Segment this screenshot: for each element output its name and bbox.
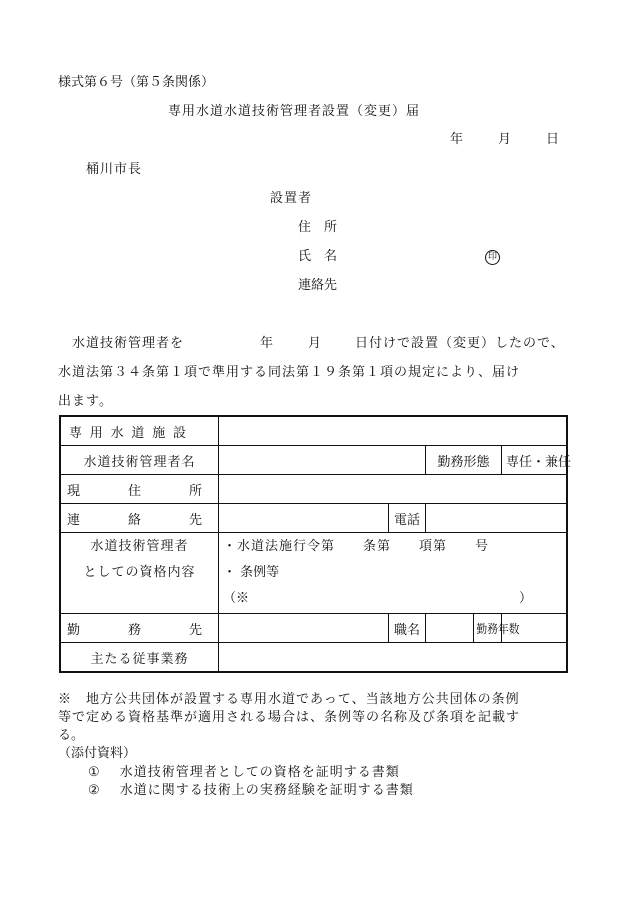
note-line2: 等で定める資格基準が適用される場合は、条例等の名称及び条項を記載す [58, 710, 521, 725]
installer-contact-label: 連絡先 [298, 278, 338, 293]
body-line3: 出ます。 [58, 394, 113, 409]
installer-address-label: 住 所 [298, 220, 338, 235]
installer-label: 設置者 [270, 191, 313, 206]
main-duties-value-cell[interactable] [219, 643, 567, 672]
phone-value-cell[interactable] [426, 504, 567, 533]
attachment-number: ① [88, 765, 100, 780]
note-line1: ※ 地方公共団体が設置する専用水道であって、当該地方公共団体の条例 [58, 692, 520, 707]
seal-icon: 印 [485, 250, 500, 265]
body-line1-a: 水道技術管理者を [72, 336, 185, 351]
contact-value-cell[interactable] [219, 504, 389, 533]
position-label: 職名 [389, 614, 426, 643]
phone-label: 電話 [389, 504, 426, 533]
date-month: 月 [498, 132, 512, 147]
table-row [61, 417, 567, 446]
address-value-cell[interactable] [219, 475, 567, 504]
page-title: 専用水道水道技術管理者設置（変更）届 [168, 104, 421, 119]
attachments-heading: （添付資料） [58, 746, 137, 761]
attachment-text: 水道に関する技術上の実務経験を証明する書類 [119, 783, 414, 798]
attachment-number: ② [88, 783, 100, 798]
years-label: 勤務年数 [474, 614, 502, 643]
work-form-label: 勤務形態 [426, 446, 502, 475]
table-row [61, 446, 567, 475]
note-line3: る。 [58, 728, 85, 743]
manager-name-value-cell[interactable] [219, 446, 426, 475]
form-table [60, 416, 572, 672]
date-day: 日 [546, 132, 560, 147]
attachment-item [88, 784, 414, 797]
addressee: 桶川市長 [86, 162, 143, 177]
table-row [61, 614, 567, 643]
workplace-label: 勤 務 先 [61, 614, 219, 643]
body-line1-b: 日付けで設置（変更）したので、 [355, 336, 565, 351]
facility-value-cell[interactable] [219, 417, 567, 446]
date-year: 年 [450, 132, 464, 147]
work-form-value[interactable]: 専任・兼任 [502, 446, 567, 475]
body-line2: 水道法第３４条第１項で準用する同法第１９条第１項の規定により、届け [58, 365, 521, 380]
facility-label: 専用水道施設 [61, 417, 219, 446]
attachment-text: 水道技術管理者としての資格を証明する書類 [119, 765, 400, 780]
body-line1-month: 月 [308, 336, 322, 351]
table-row [61, 643, 567, 672]
attachment-item [88, 766, 400, 779]
position-value-cell[interactable] [426, 614, 474, 643]
seal-mark [485, 249, 500, 265]
table-row [61, 475, 567, 504]
main-duties-label: 主たる従事業務 [61, 643, 219, 672]
address-label: 現 住 所 [61, 475, 219, 504]
table-row [61, 533, 567, 614]
form-number: 様式第６号（第５条関係） [58, 75, 215, 90]
workplace-value-cell[interactable] [219, 614, 389, 643]
table-row [61, 504, 567, 533]
qualification-content[interactable]: ・水道法施行令第 条第 項第 号 ・ 条例等 （※ ） [219, 533, 567, 614]
installer-name-label: 氏 名 [298, 249, 338, 264]
qualification-label: 水道技術管理者 としての資格内容 [61, 533, 219, 614]
body-line1-year: 年 [260, 336, 274, 351]
contact-label: 連 絡 先 [61, 504, 219, 533]
manager-name-label: 水道技術管理者名 [61, 446, 219, 475]
